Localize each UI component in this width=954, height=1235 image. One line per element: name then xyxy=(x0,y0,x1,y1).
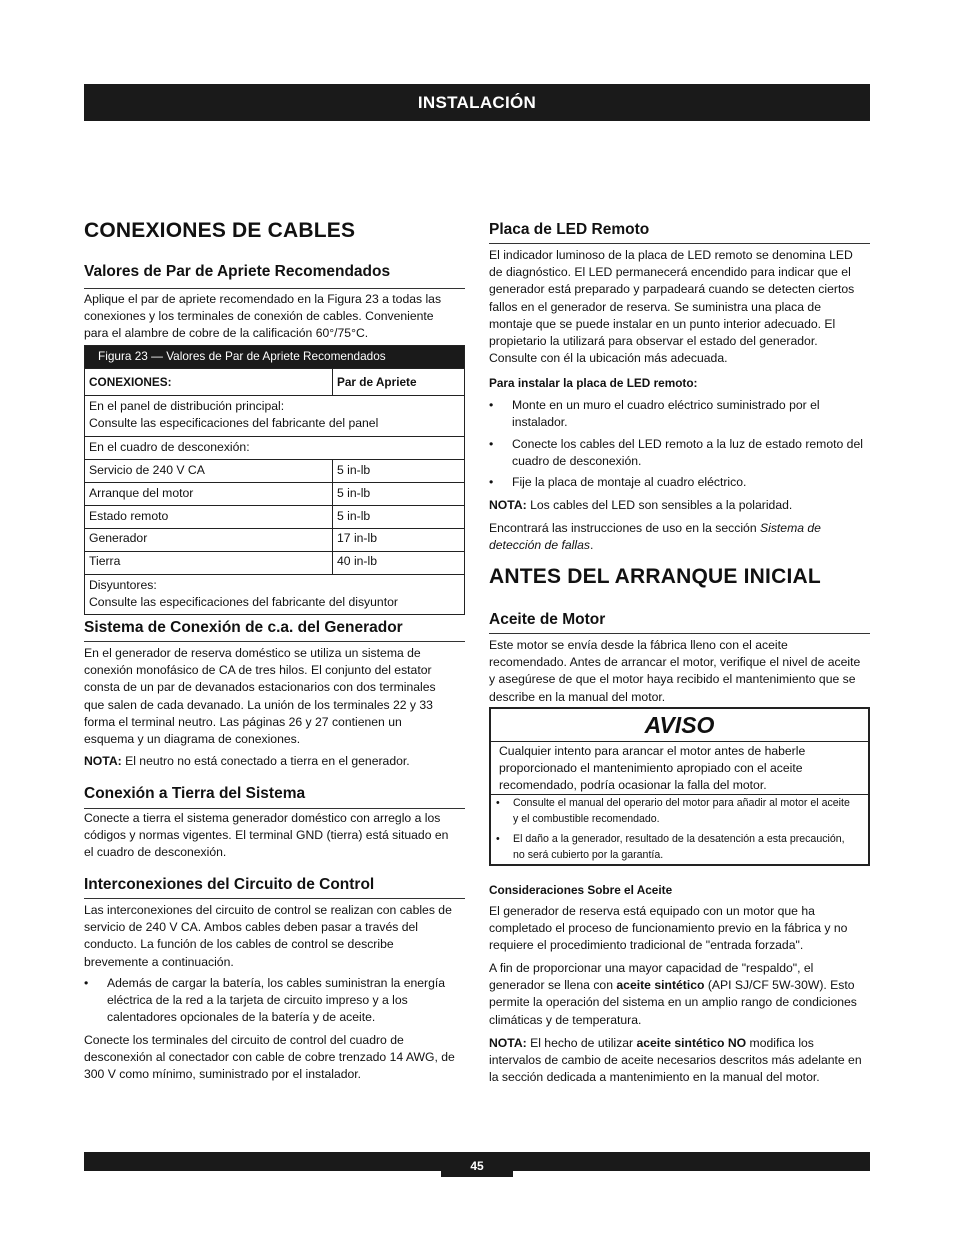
ac-note: NOTA: El neutro no está conectado a tierra en el generador. xyxy=(84,754,410,768)
section-title: INSTALACIÓN xyxy=(417,93,537,112)
control-paragraph: Las interconexiones del circuito de control se realizan con cables de servicio de 240 V CA. Ambos cables deben pasar a través del conducto. La función de los cables de control se describe brevemente a continuación. xyxy=(84,903,452,969)
heading-rule xyxy=(84,288,465,289)
oil-considerations-p1: El generador de reserva está equipado con un motor que ha completado el proceso de funcionamiento previo en la fábrica y no requiere el procedimiento tradicional de "entrada forzada". xyxy=(489,904,848,953)
table-header-row xyxy=(85,368,464,395)
notice-box: AVISO Cualquier intento para arancar el motor antes de haberle proporcionado el mantenimiento apropiado con el aceite recomendado, podría ocasionar la falla del motor. • Consulte el manual del operario del motor para añadir al motor el aceite y el combustible recomendado. • El daño a la generador, resultado de la desatención a esta precaución, no será cubierto por la garantía. xyxy=(489,707,870,866)
table-row: Tierra 40 in-lb xyxy=(85,551,464,574)
torque-heading: Valores de Par de Apriete Recomendados xyxy=(84,263,391,280)
notice-body: Cualquier intento para arancar el motor antes de haberle proporcionado el mantenimiento apropiado con el aceite recomendado, podría ocasionar la falla del motor. xyxy=(499,744,806,793)
heading-rule xyxy=(84,641,465,642)
control-heading: Interconexiones del Circuito de Control xyxy=(84,876,375,893)
torque-paragraph: Aplique el par de apriete recomendado en la Figura 23 a todas las conexiones y los terminales de conexión de cables. Conveniente para el alambre de cobre de la calificación 60°/75°C. xyxy=(84,292,442,341)
ac-connection-heading: Sistema de Conexión de c.a. del Generador xyxy=(84,619,403,636)
oil-considerations-note: NOTA: El hecho de utilizar aceite sintético NO modifica los intervalos de cambio de aceite necesarios descritos más adelante en la sección dedicada a mantenimiento en la manual del motor. xyxy=(489,1036,862,1085)
ac-connection-paragraph: En el generador de reserva doméstico se utiliza un sistema de conexión monofásico de CA de tres hilos. El conjunto del estator consta de un par de devanados estacionarios con dos terminales que salen de cada devanado. La unión de los terminales 22 y 33 forma el terminal neutro. Las páginas 26 y 27 contienen un esquema y un diagrama de conexiones. xyxy=(84,646,436,747)
oil-considerations-label: Consideraciones Sobre el Aceite xyxy=(489,883,673,897)
heading-rule xyxy=(489,633,870,634)
page-title-initial-start: ANTES DEL ARRANQUE INICIAL xyxy=(489,565,821,588)
page-title-cable-connections: CONEXIONES DE CABLES xyxy=(84,219,356,242)
led-bullet: • Conecte los cables del LED remoto a la luz de estado remoto del cuadro de desconexión. xyxy=(489,437,863,469)
notice-title: AVISO xyxy=(491,709,868,742)
control-bullet: • Además de cargar la batería, los cables suministran la energía eléctrica de la red a la tarjeta de circuito impreso y a los calentadores opcionales de la batería y de aceite. xyxy=(84,976,446,1025)
oil-paragraph: Este motor se envía desde la fábrica lleno con el aceite recomendado. Antes de arrancar el motor, verifique el nivel de aceite y asegúrese de que el motor haya recibido el mantenimiento que se describe en la manual del motor. xyxy=(489,638,861,704)
torque-table xyxy=(84,345,465,615)
oil-heading: Aceite de Motor xyxy=(489,611,606,628)
led-heading: Placa de LED Remoto xyxy=(489,221,650,238)
led-bullet: • Monte en un muro el cuadro eléctrico suministrado por el instalador. xyxy=(489,398,820,430)
led-note: NOTA: Los cables del LED son sensibles a la polaridad. xyxy=(489,498,793,512)
led-instructions: Encontrará las instrucciones de uso en la sección Sistema de detección de fallas. xyxy=(489,521,821,553)
table-row: Estado remoto 5 in-lb xyxy=(85,505,464,528)
ground-paragraph: Conecte a tierra el sistema generador doméstico con arreglo a los códigos y normas vigentes. El terminal GND (tierra) está situado en el cuadro de desconexión. xyxy=(84,811,449,860)
control-paragraph-2: Conecte los terminales del circuito de control del cuadro de desconexión al conectador con cable de cobre trenzado 14 AWG, de 300 V como mínimo, suministrado por el instalador. xyxy=(84,1033,455,1082)
heading-rule xyxy=(489,243,870,244)
page-number: 45 xyxy=(441,1152,513,1177)
table-row-breakers: Disyuntores: Consulte las especificaciones del fabricante del disyuntor xyxy=(85,574,464,614)
oil-considerations-p2: A fin de proporcionar una mayor capacidad de "respaldo", el generador se llena con aceite sintético (API SJ/CF 5W-30W). Esto permite la operación del sistema en un amplio rango de condiciones climáticas y de temperatura. xyxy=(489,961,857,1027)
ground-heading: Conexión a Tierra del Sistema xyxy=(84,785,306,802)
col-header-connections: CONEXIONES: xyxy=(89,375,172,389)
led-install-label: Para instalar la placa de LED remoto: xyxy=(489,376,698,390)
led-bullet: • Fije la placa de montaje al cuadro eléctrico. xyxy=(489,475,747,489)
table-caption: Figura 23 — Valores de Par de Apriete Recomendados xyxy=(85,346,464,368)
heading-rule xyxy=(84,898,465,899)
header-bar xyxy=(84,84,870,121)
table-row: Generador 17 in-lb xyxy=(85,528,464,551)
table-row-disconnect: En el cuadro de desconexión: xyxy=(85,436,464,459)
col-header-torque: Par de Apriete xyxy=(337,375,417,389)
table-row: Servicio de 240 V CA 5 in-lb xyxy=(85,459,464,482)
led-paragraph: El indicador luminoso de la placa de LED remoto se denomina LED de diagnóstico. El LED permanecerá encendido para indicar que el generador está preparado y parpadeará cuando se detecten ciertos fallos en el generador de reserva. Se suministra una placa de montaje que se puede instalar en un punto interior adecuado. El propietario la utilizará para observar el estado del generador. Consulte con él la ubicación más adecuada. xyxy=(489,248,855,366)
table-row: Arranque del motor 5 in-lb xyxy=(85,482,464,505)
table-row-panel: En el panel de distribución principal: Consulte las especificaciones del fabricante del panel xyxy=(85,395,464,436)
heading-rule xyxy=(84,808,465,809)
